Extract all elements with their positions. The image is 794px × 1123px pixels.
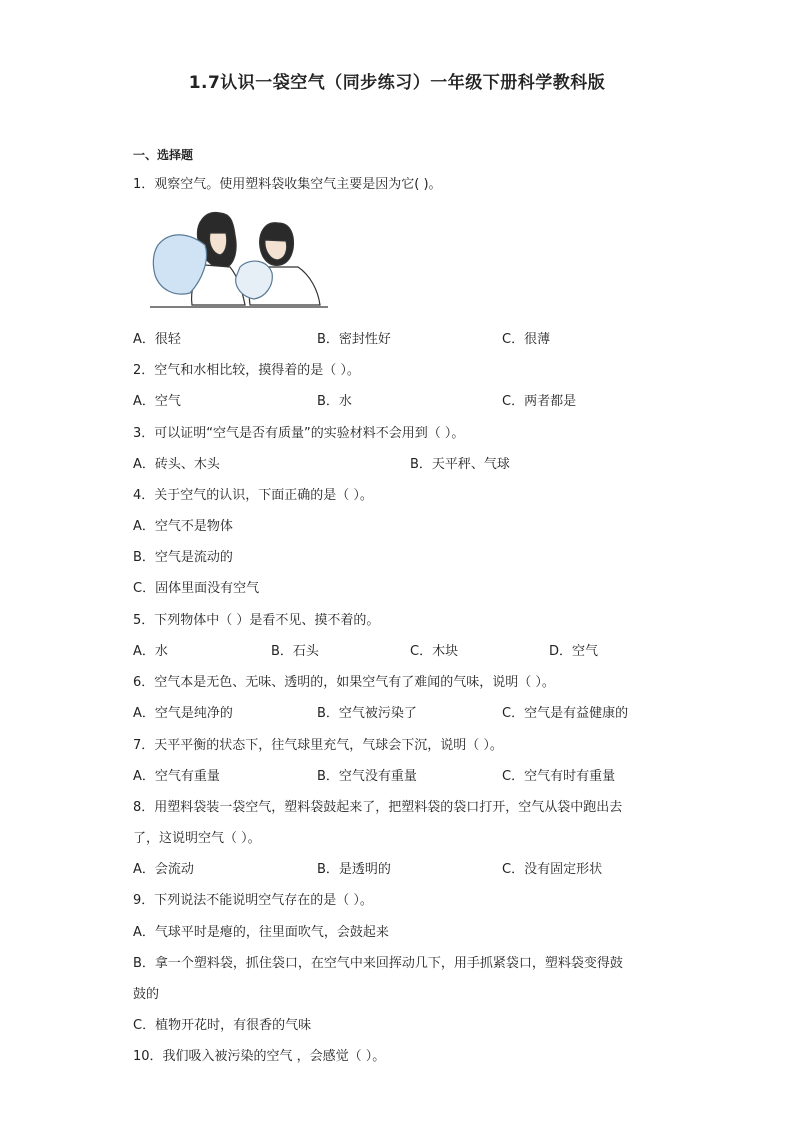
q3-option-b: B．天平秤、气球 xyxy=(410,457,510,472)
q4-option-a: A．空气不是物体 xyxy=(133,519,233,534)
q5-option-a: A．水 xyxy=(133,644,168,659)
illustration-children-blowing-bags xyxy=(150,205,328,313)
q6-option-a: A．空气是纯净的 xyxy=(133,706,233,721)
q7-option-a: A．空气有重量 xyxy=(133,769,220,784)
question-1-stem: 1．观察空气。使用塑料袋收集空气主要是因为它( )。 xyxy=(133,177,442,192)
q9-option-b-continued: 鼓的 xyxy=(133,987,160,1002)
question-8-stem: 8．用塑料袋装一袋空气，塑料袋鼓起来了，把塑料袋的袋口打开，空气从袋中跑出去 xyxy=(133,800,623,815)
q9-option-c: C．植物开花时，有很香的气味 xyxy=(133,1018,312,1033)
q8-option-c: C．没有固定形状 xyxy=(502,862,603,877)
page-title: 1.7认识一袋空气（同步练习）一年级下册科学教科版 xyxy=(188,73,606,93)
q9-option-b: B．拿一个塑料袋，抓住袋口，在空气中来回挥动几下，用手抓紧袋口，塑料袋变得鼓 xyxy=(133,956,623,971)
q9-option-a: A．气球平时是瘪的，往里面吹气，会鼓起来 xyxy=(133,925,389,940)
q1-option-c: C．很薄 xyxy=(502,332,551,347)
q3-option-a: A．砖头、木头 xyxy=(133,457,220,472)
q8-option-a: A．会流动 xyxy=(133,862,194,877)
q8-option-b: B．是透明的 xyxy=(317,862,391,877)
q7-option-b: B．空气没有重量 xyxy=(317,769,417,784)
question-4-stem: 4．关于空气的认识，下面正确的是（ ）。 xyxy=(133,488,373,503)
q2-option-b: B．水 xyxy=(317,394,352,409)
q5-option-c: C．木块 xyxy=(410,644,459,659)
question-7-stem: 7．天平平衡的状态下，往气球里充气，气球会下沉，说明（ ）。 xyxy=(133,738,503,753)
question-10-stem: 10．我们吸入被污染的空气 ，会感觉（ ）。 xyxy=(133,1049,386,1064)
q1-option-a: A．很轻 xyxy=(133,332,181,347)
q1-option-b: B．密封性好 xyxy=(317,332,391,347)
q4-option-b: B．空气是流动的 xyxy=(133,550,233,565)
q5-option-b: B．石头 xyxy=(271,644,319,659)
question-8-stem-continued: 了，这说明空气（ ）。 xyxy=(133,831,261,846)
q4-option-c: C．固体里面没有空气 xyxy=(133,581,260,596)
question-5-stem: 5．下列物体中（ ）是看不见、摸不着的。 xyxy=(133,613,380,628)
question-3-stem: 3．可以证明“空气是否有质量”的实验材料不会用到（ ）。 xyxy=(133,426,465,441)
q7-option-c: C．空气有时有重量 xyxy=(502,769,616,784)
q5-option-d: D．空气 xyxy=(549,644,599,659)
question-2-stem: 2．空气和水相比较，摸得着的是（ ）。 xyxy=(133,363,360,378)
q2-option-c: C．两者都是 xyxy=(502,394,577,409)
question-9-stem: 9．下列说法不能说明空气存在的是（ ）。 xyxy=(133,893,373,908)
q2-option-a: A．空气 xyxy=(133,394,181,409)
q6-option-c: C．空气是有益健康的 xyxy=(502,706,629,721)
question-6-stem: 6．空气本是无色、无味、透明的，如果空气有了难闻的气味，说明（ ）。 xyxy=(133,675,555,690)
q6-option-b: B．空气被污染了 xyxy=(317,706,417,721)
section-heading: 一、选择题 xyxy=(133,148,194,162)
